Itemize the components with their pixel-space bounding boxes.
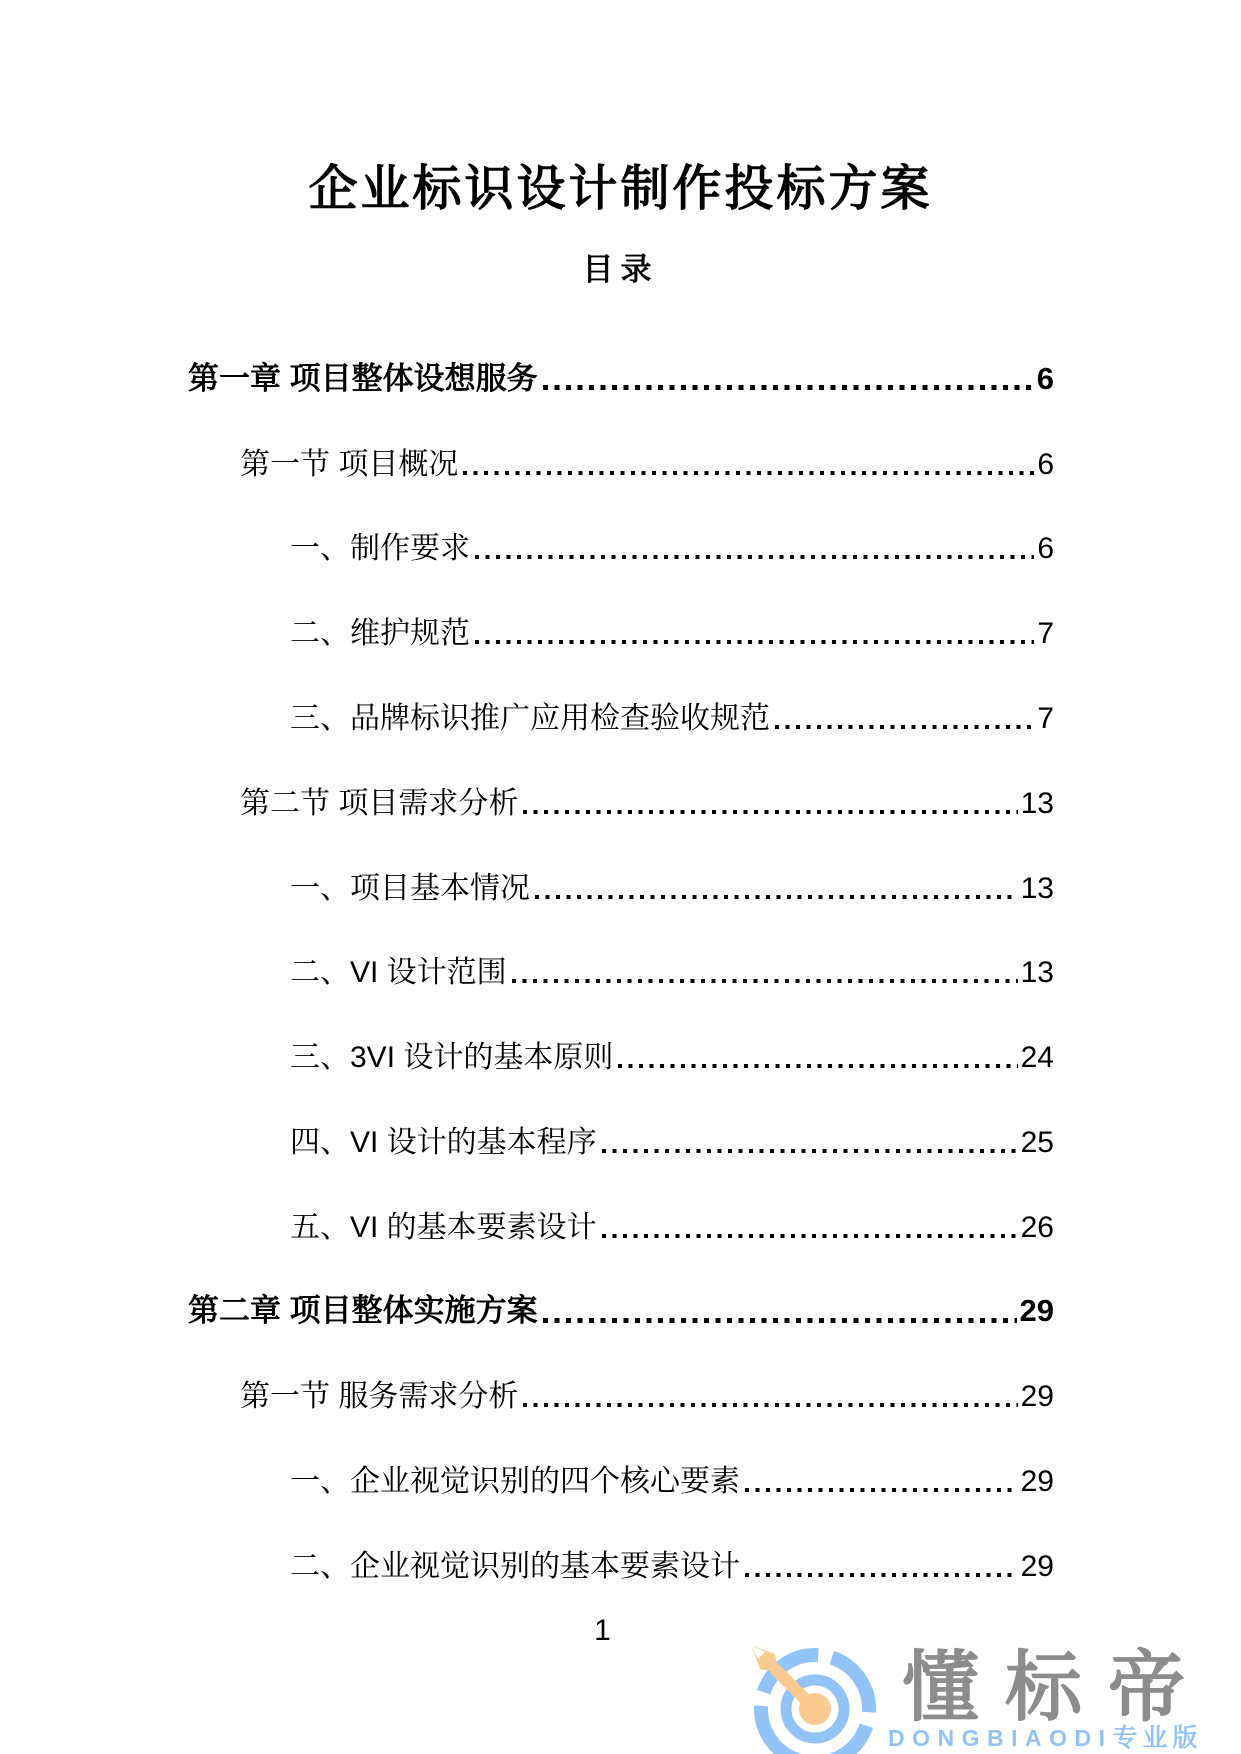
toc-entry[interactable] xyxy=(188,735,1054,820)
toc-entry[interactable] xyxy=(188,481,1054,566)
toc-list xyxy=(188,311,1054,1583)
toc-entry-page-number: 6 xyxy=(1037,447,1054,481)
toc-entry-page-number: 29 xyxy=(1020,1549,1054,1583)
toc-entry-page-number: 29 xyxy=(1020,1380,1054,1414)
toc-dot-leader xyxy=(463,449,1034,481)
toc-entry-page-number: 13 xyxy=(1020,871,1054,905)
watermark-brand-name: 懂标帝 xyxy=(902,1645,1211,1731)
toc-entry-page-number: 7 xyxy=(1037,617,1054,651)
toc-dot-leader xyxy=(512,957,1018,989)
toc-entry-page-number: 29 xyxy=(1019,1293,1054,1329)
toc-entry-page-number: 6 xyxy=(1037,532,1054,566)
toc-entry-page-number: 13 xyxy=(1020,956,1054,990)
toc-entry[interactable] xyxy=(188,1329,1054,1414)
toc-entry-label: 第二节 项目需求分析 xyxy=(240,786,519,820)
toc-entry-page-number: 13 xyxy=(1020,786,1054,820)
toc-dot-leader xyxy=(745,1466,1018,1498)
toc-heading: 目录 xyxy=(582,252,659,287)
toc-dot-leader xyxy=(523,788,1017,820)
toc-entry[interactable] xyxy=(188,989,1054,1074)
toc-dot-leader xyxy=(602,1127,1018,1159)
toc-entry[interactable] xyxy=(188,311,1054,396)
toc-entry[interactable] xyxy=(188,396,1054,481)
watermark-brand-subtitle xyxy=(888,1726,1203,1751)
toc-entry[interactable] xyxy=(188,1074,1054,1159)
toc-entry-page-number: 26 xyxy=(1020,1210,1054,1244)
toc-entry[interactable] xyxy=(188,1159,1054,1244)
toc-dot-leader xyxy=(535,873,1018,905)
watermark-brand-suffix: 专业版 xyxy=(1112,1724,1203,1752)
toc-dot-leader xyxy=(523,1381,1017,1413)
toc-entry-label: 二、VI 设计范围 xyxy=(290,956,507,990)
toc-entry-page-number: 7 xyxy=(1037,701,1054,735)
toc-entry-page-number: 29 xyxy=(1020,1465,1054,1499)
toc-entry-label: 五、VI 的基本要素设计 xyxy=(290,1210,597,1244)
toc-entry[interactable] xyxy=(188,1413,1054,1498)
toc-entry-label: 第一节 服务需求分析 xyxy=(240,1380,519,1414)
toc-entry-label: 二、企业视觉识别的基本要素设计 xyxy=(290,1549,740,1583)
toc-entry[interactable] xyxy=(188,565,1054,650)
toc-entry[interactable] xyxy=(188,1498,1054,1583)
toc-dot-leader xyxy=(775,703,1034,735)
toc-entry-label: 第一章 项目整体设想服务 xyxy=(188,360,538,396)
toc-dot-leader xyxy=(745,1551,1018,1583)
toc-dot-leader xyxy=(543,364,1034,396)
toc-entry-label: 二、维护规范 xyxy=(290,617,470,651)
toc-entry-label: 第二章 项目整体实施方案 xyxy=(188,1293,538,1329)
toc-entry-label: 一、制作要求 xyxy=(290,532,470,566)
toc-entry-label: 一、企业视觉识别的四个核心要素 xyxy=(290,1465,740,1499)
toc-entry-label: 三、品牌标识推广应用检查验收规范 xyxy=(290,701,770,735)
document-title: 企业标识设计制作投标方案 xyxy=(308,162,933,216)
toc-dot-leader xyxy=(602,1212,1018,1244)
toc-entry-label: 四、VI 设计的基本程序 xyxy=(290,1125,597,1159)
target-dart-icon xyxy=(748,1642,882,1754)
toc-dot-leader xyxy=(618,1042,1017,1074)
toc-entry[interactable] xyxy=(188,1244,1054,1329)
toc-dot-leader xyxy=(475,533,1034,565)
toc-entry-page-number: 24 xyxy=(1020,1041,1054,1075)
toc-dot-leader xyxy=(475,618,1034,650)
toc-entry-label: 第一节 项目概况 xyxy=(240,447,459,481)
toc-entry-page-number: 6 xyxy=(1036,360,1054,396)
toc-entry-label: 一、项目基本情况 xyxy=(290,871,530,905)
toc-entry[interactable] xyxy=(188,650,1054,735)
toc-entry-label: 三、3VI 设计的基本原则 xyxy=(290,1041,614,1075)
toc-entry[interactable] xyxy=(188,820,1054,905)
toc-entry-page-number: 25 xyxy=(1020,1125,1054,1159)
toc-entry[interactable] xyxy=(188,905,1054,990)
toc-dot-leader xyxy=(543,1297,1017,1329)
page-number: 1 xyxy=(594,1614,611,1647)
watermark-brand-latin: DONGBIAODI xyxy=(888,1725,1113,1751)
